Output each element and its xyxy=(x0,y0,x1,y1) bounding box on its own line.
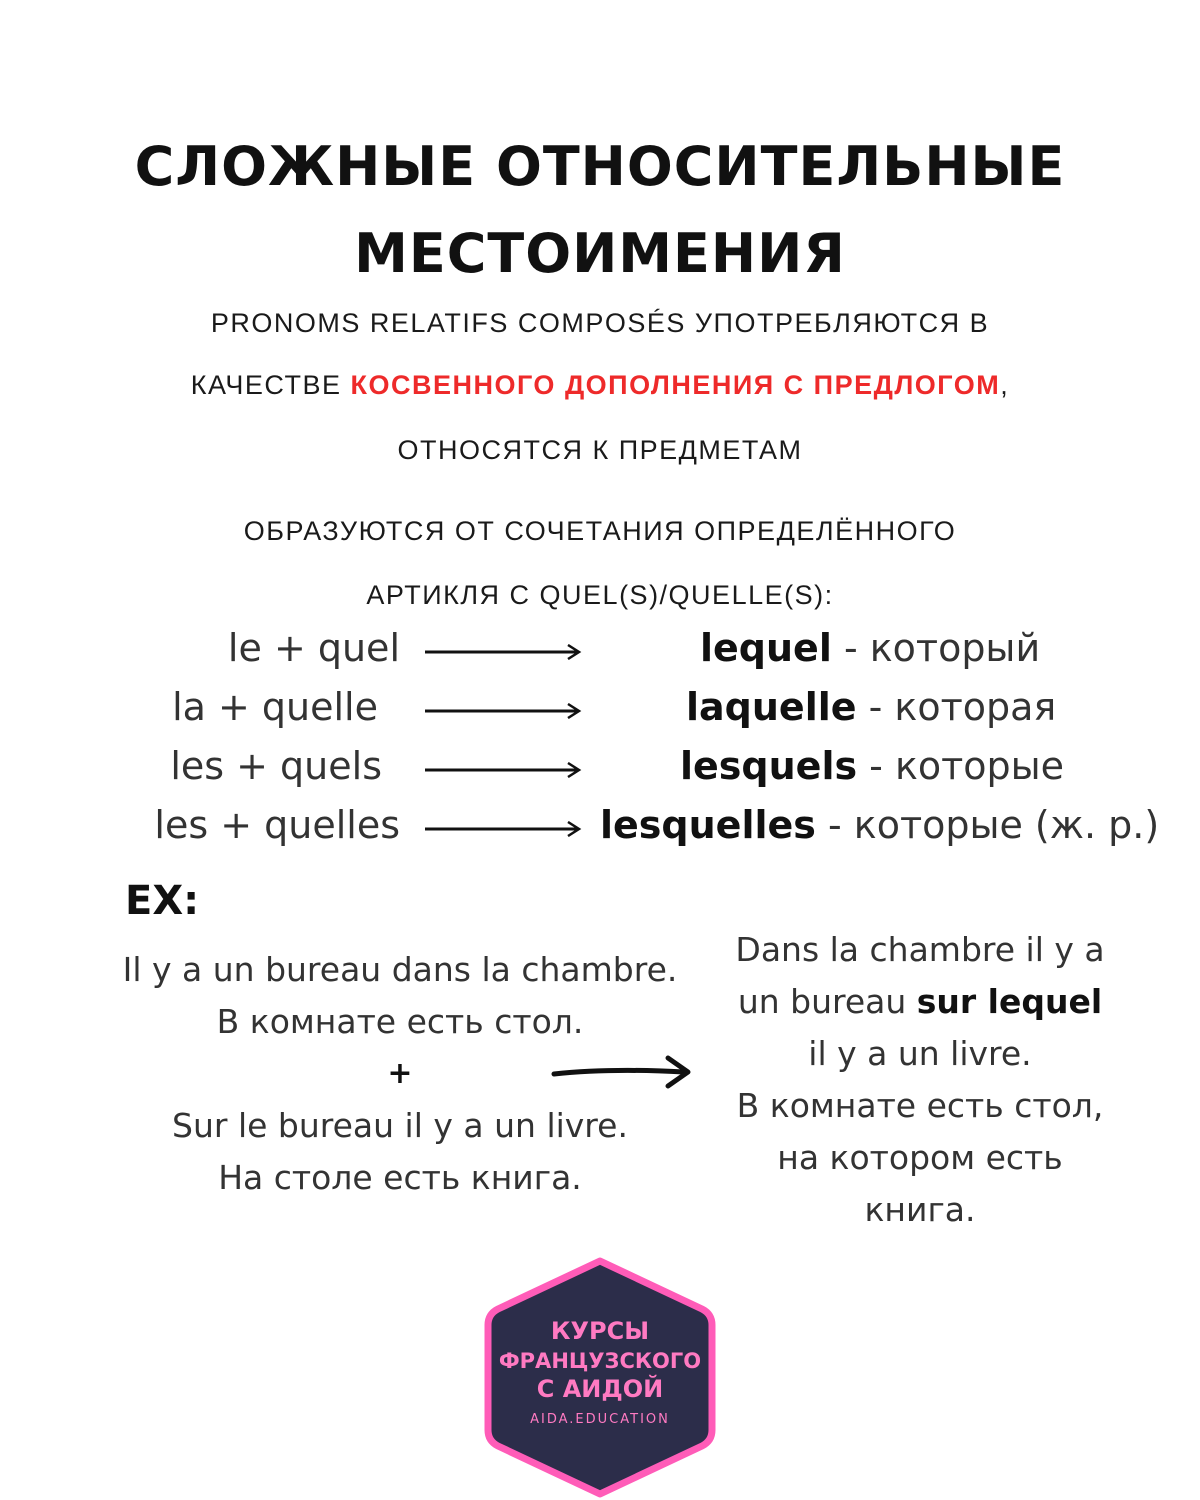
row-translation: - которые xyxy=(857,744,1065,788)
intro-line1: PRONOMS RELATIFS COMPOSÉS УПОТРЕБЛЯЮТСЯ В xyxy=(210,308,990,338)
page-title-line1: СЛОЖНЫЕ ОТНОСИТЕЛЬНЫЕ xyxy=(134,135,1066,198)
example-arrow-icon xyxy=(550,1052,700,1092)
row-word: lesquelles xyxy=(600,803,816,847)
example-right-line2-prefix: un bureau xyxy=(737,982,917,1021)
example-right-bold: sur lequel xyxy=(916,982,1103,1021)
example-label: EX: xyxy=(125,878,200,924)
right-arrow-icon xyxy=(425,644,585,660)
example-right xyxy=(700,924,1140,1236)
example-left-line3: Sur le bureau il y a un livre. xyxy=(172,1106,628,1145)
example-right-line6: книга. xyxy=(864,1190,976,1229)
example-right-line1: Dans la chambre il y a xyxy=(735,930,1105,969)
row-translation: - которые (ж. р.) xyxy=(815,803,1160,847)
formation-row xyxy=(0,744,1200,802)
row-word: lequel xyxy=(700,626,832,670)
intro-line3: ОТНОСЯТСЯ К ПРЕДМЕТАМ xyxy=(397,435,803,465)
badge-sub: AIDA.EDUCATION xyxy=(530,1412,670,1427)
example-right-line2 xyxy=(700,976,1140,1028)
row-result xyxy=(686,685,1056,729)
brand-badge xyxy=(480,1255,720,1500)
row-formula: les + quelles xyxy=(154,803,400,847)
intro-line2-suffix: , xyxy=(1000,370,1010,400)
row-formula: la + quelle xyxy=(172,685,378,729)
intro-line2-prefix: КАЧЕСТВЕ xyxy=(190,370,351,400)
row-formula: le + quel xyxy=(227,626,400,670)
formation-row xyxy=(0,803,1200,861)
example-right-line3: il y a un livre. xyxy=(808,1034,1032,1073)
example-left-line1: Il y a un bureau dans la chambre. xyxy=(122,950,678,989)
formation-row xyxy=(0,685,1200,743)
row-translation: - которая xyxy=(856,685,1057,729)
example-right-line5: на котором есть xyxy=(777,1138,1063,1177)
right-arrow-icon xyxy=(425,762,585,778)
row-formula: les + quels xyxy=(170,744,382,788)
example-left-line2: В комнате есть стол. xyxy=(216,1002,584,1041)
example-left-line4: На столе есть книга. xyxy=(218,1158,582,1197)
formation-row xyxy=(0,626,1200,684)
formation-line2: АРТИКЛЯ С QUEL(S)/QUELLE(S): xyxy=(366,580,834,610)
intro-line2 xyxy=(0,370,1200,401)
right-arrow-icon xyxy=(425,703,585,719)
badge-line1: КУРСЫ xyxy=(550,1317,650,1345)
badge-line2: ФРАНЦУЗСКОГО xyxy=(498,1349,702,1373)
row-word: lesquels xyxy=(680,744,858,788)
intro-highlight: КОСВЕННОГО ДОПОЛНЕНИЯ С ПРЕДЛОГОМ xyxy=(350,370,1001,400)
page-title-line2: МЕСТОИМЕНИЯ xyxy=(354,222,846,285)
example-right-line4: В комнате есть стол, xyxy=(736,1086,1104,1125)
formation-line1: ОБРАЗУЮТСЯ ОТ СОЧЕТАНИЯ ОПРЕДЕЛЁННОГО xyxy=(243,516,957,546)
row-result xyxy=(680,744,1064,788)
badge-line3: С АИДОЙ xyxy=(536,1375,664,1403)
row-result xyxy=(700,626,1040,670)
row-word: laquelle xyxy=(686,685,857,729)
right-arrow-icon xyxy=(425,821,585,837)
row-result xyxy=(600,803,1159,847)
row-translation: - который xyxy=(831,626,1041,670)
plus-sign: + xyxy=(387,1056,413,1091)
